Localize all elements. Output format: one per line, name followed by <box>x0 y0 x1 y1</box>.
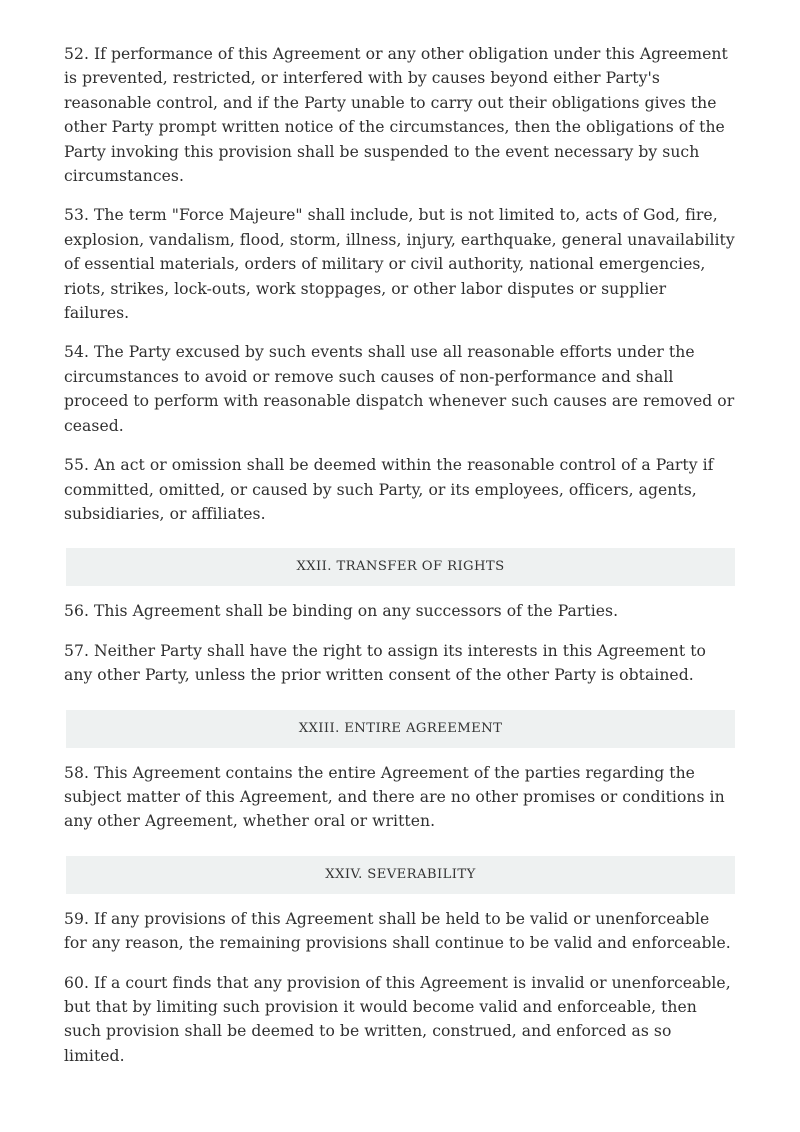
section-header-severability: XXIV. SEVERABILITY <box>66 856 735 894</box>
document-page <box>64 42 736 1083</box>
paragraph-60: 60. If a court finds that any provision of this Agreement is invalid or unenforceable, but that by limiting such provision it would become valid and enforceable, then such provision shall be deemed to be written, construed, and enforced as so limited. <box>64 973 731 1065</box>
paragraph-54: 54. The Party excused by such events shall use all reasonable efforts under the circumstances to avoid or remove such causes of non-performance and shall proceed to perform with reasonable dispatch whenever such causes are removed or ceased. <box>64 343 735 435</box>
section-header-transfer-of-rights: XXII. TRANSFER OF RIGHTS <box>66 548 735 586</box>
paragraph-56: 56. This Agreement shall be binding on any successors of the Parties. <box>64 602 619 621</box>
paragraph-57: 57. Neither Party shall have the right to assign its interests in this Agreement to any other Party, unless the prior written consent of the other Party is obtained. <box>64 641 706 685</box>
paragraph-53: 53. The term "Force Majeure" shall include, but is not limited to, acts of God, fire, explosion, vandalism, flood, storm, illness, injury, earthquake, general unavailability of essential materials, orders of military or civil authority, national emergencies, riots, strikes, lock-outs, work stoppages, or other labor disputes or supplier failures. <box>64 206 735 323</box>
paragraph-55: 55. An act or omission shall be deemed within the reasonable control of a Party if committed, omitted, or caused by such Party, or its employees, officers, agents, subsidiaries, or affiliates. <box>64 456 714 523</box>
paragraph-59: 59. If any provisions of this Agreement shall be held to be valid or unenforceable for any reason, the remaining provisions shall continue to be valid and enforceable. <box>64 909 731 953</box>
paragraph-58: 58. This Agreement contains the entire Agreement of the parties regarding the subject matter of this Agreement, and there are no other promises or conditions in any other Agreement, whether oral or written. <box>64 763 725 831</box>
paragraph-52: 52. If performance of this Agreement or any other obligation under this Agreement is prevented, restricted, or interfered with by causes beyond either Party's reasonable control, and if the Party unable to carry out their obligations gives the other Party prompt written notice of the circumstances, then the obligations of the Party invoking this provision shall be suspended to the event necessary by such circumstances. <box>64 45 728 186</box>
section-header-entire-agreement: XXIII. ENTIRE AGREEMENT <box>66 710 735 748</box>
